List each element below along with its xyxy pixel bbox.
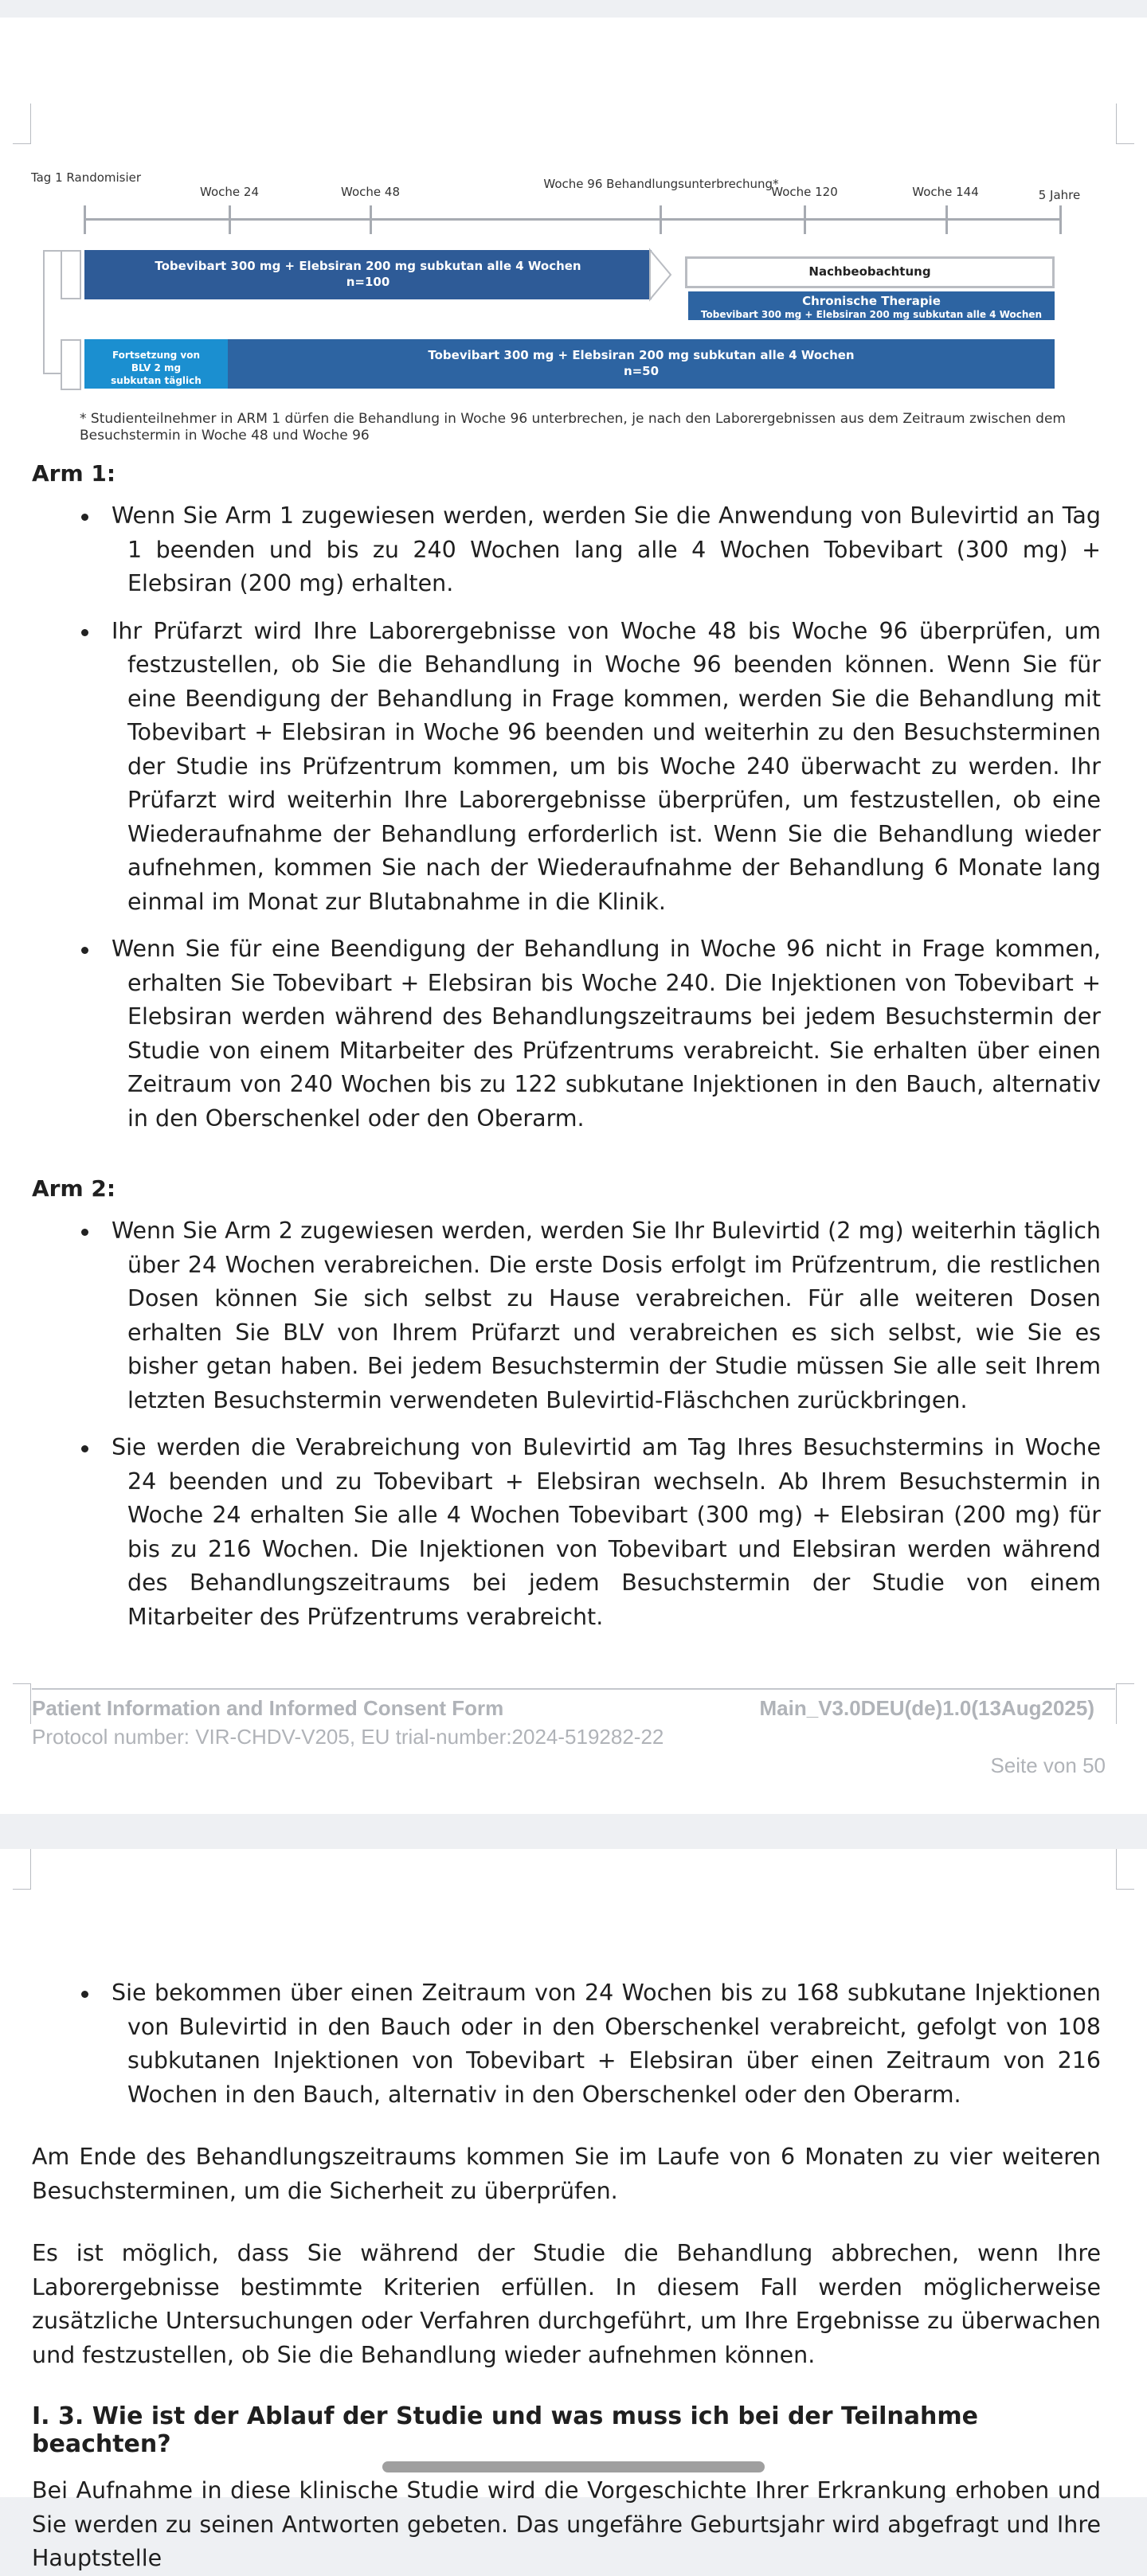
chronic-therapy-bar [688, 291, 1055, 320]
document-page-1 [0, 18, 1147, 1814]
crop-mark [13, 104, 31, 144]
arm2-heading: Arm 2: [32, 1175, 116, 1202]
arm1-box [61, 250, 81, 299]
follow-up-box: Nachbeobachtung [685, 256, 1055, 288]
timeline-tick [229, 205, 231, 234]
arm2-box [61, 339, 81, 390]
arm2-list-continued [32, 1976, 1101, 2112]
timeline-label-week120: Woche 120 [771, 185, 838, 199]
timeline-tick [84, 205, 86, 234]
chronic-therapy-sublabel: Tobevibart 300 mg + Elebsiran 200 mg subkutan alle 4 Wochen [700, 309, 1043, 320]
timeline-tick [660, 205, 662, 234]
footer-title: Patient Information and Informed Consent Form [32, 1696, 504, 1720]
crop-mark [13, 1683, 31, 1724]
timeline-tick [945, 205, 948, 234]
timeline-label-week96: Woche 96 Behandlungsunterbrechung* [543, 177, 779, 191]
arm1-list [32, 499, 1101, 1136]
document-page-2 [0, 1849, 1147, 2571]
crop-mark [1116, 104, 1134, 144]
arm-bracket [43, 250, 62, 374]
list-item: Wenn Sie für eine Beendigung der Behandlung in Woche 96 nicht in Frage kommen, erhalten Sie Tobevibart + Elebsiran bis Woche 240. Die Injektionen von Tobevibart + Elebsiran werden während des Behandlungszeitraums bei jedem Besuchstermin der Studie von einem Mitarbeiter des Prüfzentrums verabreicht. Sie erhalten über einen Zeitraum von 240 Wochen bis zu 122 subkutane Injektionen in den Bauch, alternativ in den Oberschenkel oder den Oberarm. [32, 932, 1101, 1136]
arm2-list [32, 1214, 1101, 1634]
study-design-figure [32, 153, 1115, 455]
timeline-tick [804, 205, 806, 234]
arm1-section [32, 460, 1101, 1136]
crop-mark [1116, 1849, 1134, 1890]
arm2-treatment-bar: Tobevibart 300 mg + Elebsiran 200 mg subkutan alle 4 Wochen n=50 [228, 339, 1055, 389]
paragraph: Es ist möglich, dass Sie während der Studie die Behandlung abbrechen, wenn Ihre Laborergebnisse bestimmte Kriterien erfüllen. In diesem Fall werden möglicherweise zusätzliche Untersuchungen oder Verfahren durchgeführt, um Ihre Ergebnisse zu überwachen und festzustellen, ob Sie die Behandlung wieder aufnehmen können. [32, 2240, 1101, 2368]
timeline-label-5years: 5 Jahre [1038, 188, 1081, 202]
timeline-label-week144: Woche 144 [912, 185, 979, 199]
crop-mark [1116, 1683, 1134, 1724]
timeline-tick [370, 205, 372, 234]
list-item: Wenn Sie Arm 2 zugewiesen werden, werden Sie Ihr Bulevirtid (2 mg) weiterhin täglich über 24 Wochen verabreichen. Die erste Dosis erfolgt im Prüfzentrum, die restlichen Dosen können Sie sich selbst zu Hause verabreichen. Für alle weiteren Dosen erhalten Sie BLV von Ihrem Prüfarzt und verabreichen es sich selbst, wie Sie es bisher getan haben. Bei jedem Besuchstermin der Studie müssen Sie alle seit Ihrem letzten Besuchstermin verwendeten Bulevirtid-Fläschchen zurückbringen. [32, 1214, 1101, 1417]
arm2-lead-in-bar: Fortsetzung von BLV 2 mg subkutan täglich [84, 339, 228, 389]
arm1-arrow [650, 248, 672, 301]
paragraph: Bei Aufnahme in diese klinische Studie wird die Vorgeschichte Ihrer Erkrankung erhoben und Sie werden zu seinen Antworten gebeten. Das ungefähre Geburtsjahr wird abgefragt und Ihre Hauptstelle [32, 2477, 1101, 2571]
page2-content [32, 1976, 1101, 2571]
list-item: Wenn Sie Arm 1 zugewiesen werden, werden Sie die Anwendung von Bulevirtid an Tag 1 beenden und bis zu 240 Wochen lang alle 4 Wochen Tobevibart (300 mg) + Elebsiran (200 mg) erhalten. [32, 499, 1101, 601]
timeline-tick [1059, 205, 1062, 234]
list-item: Sie bekommen über einen Zeitraum von 24 Wochen bis zu 168 subkutane Injektionen von Bulevirtid in den Bauch oder in den Oberschenkel verabreicht, gefolgt von 108 subkutanen Injektionen von Tobevibart + Elebsiran über einen Zeitraum von 216 Wochen in den Bauch, alternativ in den Oberschenkel oder den Oberarm. [32, 1976, 1101, 2112]
footer-divider [32, 1688, 1115, 1690]
section-heading: I. 3. Wie ist der Ablauf der Studie und was muss ich bei der Teilnahme beachten? [32, 2402, 978, 2458]
paragraph: Am Ende des Behandlungszeitraums kommen Sie im Laufe von 6 Monaten zu vier weiteren Besuchsterminen, um die Sicherheit zu überprüfen. [32, 2144, 1101, 2204]
timeline-label-week24: Woche 24 [200, 185, 259, 199]
list-item: Ihr Prüfarzt wird Ihre Laborergebnisse von Woche 48 bis Woche 96 überprüfen, um festzustellen, ob Sie die Behandlung in Woche 96 beenden können. Wenn Sie für eine Beendigung der Behandlung in Frage kommen, werden Sie die Behandlung mit Tobevibart + Elebsiran in Woche 96 beenden und weiterhin zu den Besuchsterminen der Studie ins Prüfzentrum kommen, um bis Woche 240 überwacht zu werden. Ihr Prüfarzt wird weiterhin Ihre Laborergebnisse überprüfen, um festzustellen, ob eine Wiederaufnahme der Behandlung erforderlich ist. Wenn Sie die Behandlung wieder aufnehmen, kommen Sie nach der Wiederaufnahme der Behandlung 6 Monate lang einmal im Monat zur Blutabnahme in die Klinik. [32, 615, 1101, 920]
crop-mark [13, 1849, 31, 1890]
chronic-therapy-label: Chronische Therapie [802, 294, 941, 308]
arm1-heading: Arm 1: [32, 460, 116, 487]
footer-version: Main_V3.0DEU(de)1.0(13Aug2025) [759, 1696, 1094, 1720]
timeline-label-week48: Woche 48 [341, 185, 400, 199]
horizontal-scrollbar[interactable] [382, 2461, 765, 2472]
list-item: Sie werden die Verabreichung von Bulevirtid am Tag Ihres Besuchstermins in Woche 24 beenden und zu Tobevibart + Elebsiran wechseln. Ab Ihrem Besuchstermin in Woche 24 erhalten Sie alle 4 Wochen Tobevibart (300 mg) + Elebsiran (200 mg) für bis zu 216 Wochen. Die Injektionen von Tobevibart und Elebsiran werden während des Behandlungszeitraums bei jedem Besuchstermin der Studie von einem Mitarbeiter des Prüfzentrums verabreicht. [32, 1431, 1101, 1634]
arm1-treatment-bar: Tobevibart 300 mg + Elebsiran 200 mg subkutan alle 4 Wochen n=100 [84, 250, 652, 299]
page-number: Seite von 50 [990, 1753, 1106, 1777]
arm2-section [32, 1175, 1101, 1634]
figure-footnote: * Studienteilnehmer in ARM 1 dürfen die Behandlung in Woche 96 unterbrechen, je nach den Laborergebnissen aus dem Zeitraum zwischen dem Besuchstermin in Woche 48 und Woche 96 [80, 411, 1066, 444]
footer-protocol: Protocol number: VIR-CHDV-V205, EU trial-number:2024-519282-22 [32, 1725, 664, 1749]
timeline-label-day1: Tag 1 Randomisier [30, 170, 142, 185]
